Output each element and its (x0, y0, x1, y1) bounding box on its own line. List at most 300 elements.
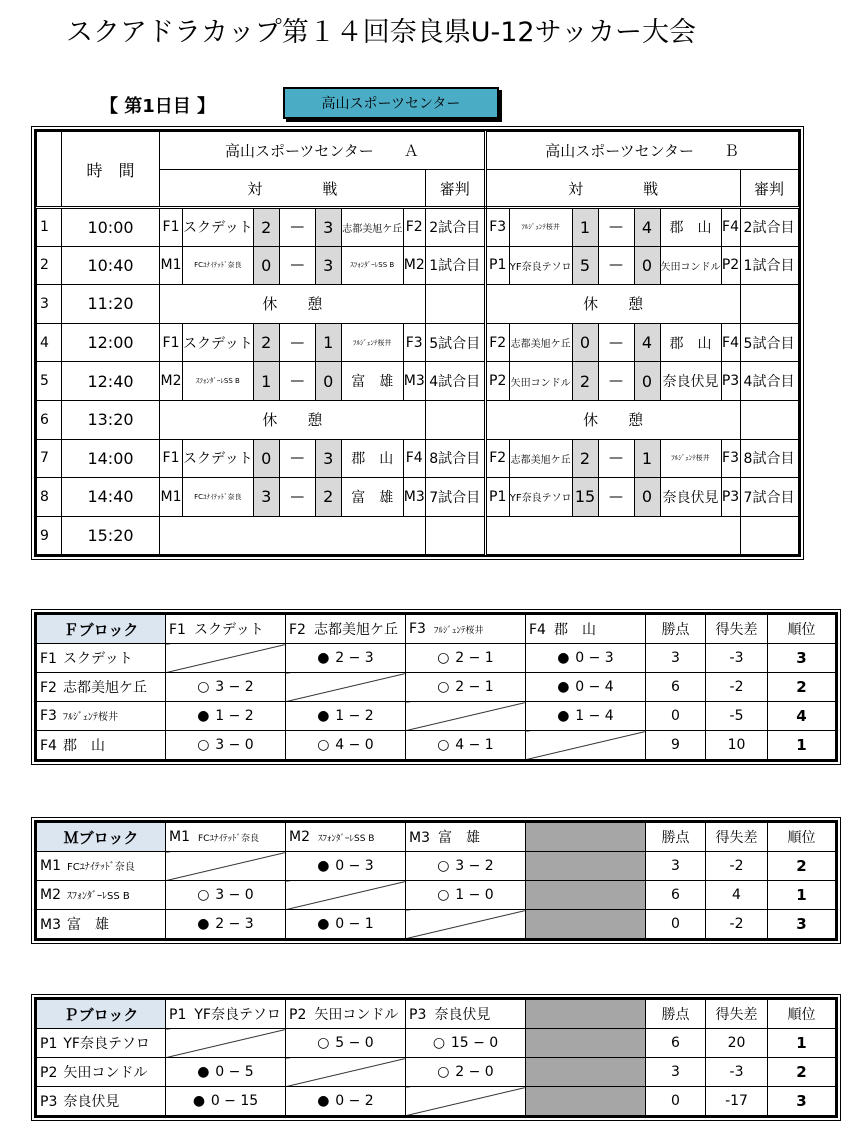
result-score: 15 − 0 (450, 1035, 499, 1051)
block-col-team (526, 615, 646, 644)
home-team: ｽﾌｫﾝﾀﾞｰﾚSS B (183, 362, 254, 401)
match-number: 8 (37, 478, 62, 517)
match-result (166, 731, 286, 760)
match-time: 13:20 (62, 400, 160, 439)
away-score: 4 (634, 208, 660, 247)
home-code: F3 (485, 208, 509, 247)
home-score: 0 (253, 439, 279, 478)
win-marker: ○ (317, 737, 330, 753)
win-marker: ○ (437, 737, 450, 753)
standing-row (37, 673, 836, 702)
unused-column (526, 1058, 646, 1087)
match-header-b: 対 戦 (485, 170, 740, 208)
points: 0 (646, 910, 706, 939)
unused-column (526, 910, 646, 939)
referee-cell (740, 285, 798, 324)
stat-header: 得失差 (706, 823, 768, 852)
row-team (37, 673, 166, 702)
break-label: 休 憩 (160, 400, 426, 439)
referee-cell (425, 516, 485, 555)
unused-column (526, 1087, 646, 1116)
team-name: 郡 山 (62, 738, 105, 754)
standing-row (37, 852, 836, 881)
rank: 1 (768, 731, 836, 760)
match-time: 14:40 (62, 478, 160, 517)
home-team: YF奈良テソロ (509, 246, 572, 285)
match-result (286, 1087, 406, 1116)
away-code: M2 (403, 246, 425, 285)
day-label: 【 第1日目 】 (100, 96, 216, 117)
home-score: 2 (253, 208, 279, 247)
match-time: 10:40 (62, 246, 160, 285)
referee-cell (425, 285, 485, 324)
result-score: 2 − 1 (455, 650, 494, 666)
match-number: 1 (37, 208, 62, 247)
score-dash: — (598, 208, 634, 247)
team-name: 志都美旭ケ丘 (62, 680, 147, 696)
away-code: P3 (721, 478, 740, 517)
rank: 2 (768, 673, 836, 702)
match-result (286, 702, 406, 731)
team-code: M3 (40, 917, 61, 933)
row-team (37, 910, 166, 939)
home-code: F2 (485, 323, 509, 362)
away-code: M3 (403, 478, 425, 517)
page-title: スクアドラカップ第１４回奈良県U-12サッカー大会 (66, 17, 697, 48)
stat-header: 勝点 (646, 615, 706, 644)
score-dash: — (598, 362, 634, 401)
loss-marker: ● (197, 916, 210, 932)
home-team: FCﾕﾅｲﾃｯﾄﾞ奈良 (183, 246, 254, 285)
result-score: 0 − 5 (215, 1064, 254, 1080)
score-dash: — (279, 208, 315, 247)
self-match-diagonal (286, 881, 406, 910)
rank: 3 (768, 1087, 836, 1116)
referee-cell: 4試合目 (740, 362, 798, 401)
stat-header: 得失差 (706, 1000, 768, 1029)
home-team: 志都美旭ケ丘 (509, 323, 572, 362)
break-label: 休 憩 (485, 285, 740, 324)
venue-label: 高山スポーツセンター (283, 87, 499, 119)
team-code: M1 (169, 829, 190, 845)
self-match-diagonal (166, 852, 286, 881)
block-col-team (286, 1000, 406, 1029)
home-code: P2 (485, 362, 509, 401)
schedule-row (37, 478, 799, 517)
home-score: 1 (572, 208, 598, 247)
points: 3 (646, 1058, 706, 1087)
schedule-table-frame (34, 129, 801, 557)
match-time: 12:00 (62, 323, 160, 362)
match-result (406, 731, 526, 760)
team-name: 富 雄 (438, 830, 480, 846)
away-score: 0 (634, 362, 660, 401)
score-dash: — (598, 439, 634, 478)
block-name: Ｐブロック (37, 1000, 166, 1029)
goal-difference: -3 (706, 1058, 768, 1087)
block-table-frame (34, 997, 838, 1118)
team-name: ｽﾌｫﾝﾀﾞｰﾚSS B (67, 891, 130, 902)
team-code: M3 (409, 830, 430, 846)
away-team: ﾌﾙｼﾞｪﾝﾃ桜井 (341, 323, 403, 362)
home-team: スクデット (183, 208, 254, 247)
referee-cell: 2試合目 (740, 208, 798, 247)
match-result (526, 702, 646, 731)
referee-header-b: 審判 (740, 170, 798, 208)
home-team: YF奈良テソロ (509, 478, 572, 517)
standing-row (37, 731, 836, 760)
no-header (37, 132, 62, 208)
self-match-diagonal (406, 1087, 526, 1116)
match-number: 9 (37, 516, 62, 555)
block-col-team (166, 1000, 286, 1029)
unused-column (526, 852, 646, 881)
team-name: 志都美旭ケ丘 (313, 622, 398, 638)
empty-match (485, 516, 740, 555)
result-score: 1 − 2 (215, 708, 254, 724)
loss-marker: ● (192, 1093, 206, 1109)
team-code: P2 (40, 1065, 58, 1081)
match-result (286, 1029, 406, 1058)
block-col-team (286, 615, 406, 644)
team-code: F2 (289, 622, 306, 638)
break-label: 休 憩 (485, 400, 740, 439)
team-name: 矢田コンドル (314, 1007, 399, 1023)
home-code: P1 (485, 246, 509, 285)
block-table (36, 822, 836, 939)
home-code: F1 (160, 323, 183, 362)
match-result (526, 673, 646, 702)
score-dash: — (279, 246, 315, 285)
away-team: 奈良伏見 (660, 478, 721, 517)
row-team (37, 852, 166, 881)
home-score: 2 (572, 362, 598, 401)
schedule-row (37, 439, 799, 478)
rank: 1 (768, 1029, 836, 1058)
team-code: M2 (289, 829, 310, 845)
referee-header-a: 審判 (425, 170, 485, 208)
referee-cell: 8試合目 (740, 439, 798, 478)
team-code: P1 (169, 1007, 187, 1023)
team-code: F1 (40, 651, 57, 667)
home-score: 0 (572, 323, 598, 362)
stat-header: 順位 (768, 1000, 836, 1029)
home-score: 2 (253, 323, 279, 362)
goal-difference: -2 (706, 852, 768, 881)
result-score: 0 − 1 (335, 916, 374, 932)
block-col-team (286, 823, 406, 852)
home-code: M2 (160, 362, 183, 401)
result-score: 1 − 4 (575, 708, 614, 724)
win-marker: ○ (197, 737, 210, 753)
block-col-team (406, 823, 526, 852)
home-team: FCﾕﾅｲﾃｯﾄﾞ奈良 (183, 478, 254, 517)
match-result (286, 910, 406, 939)
away-score: 3 (315, 439, 341, 478)
match-result (166, 1087, 286, 1116)
goal-difference: -17 (706, 1087, 768, 1116)
match-result (406, 852, 526, 881)
schedule-row (37, 323, 799, 362)
match-number: 4 (37, 323, 62, 362)
match-result (406, 644, 526, 673)
away-score: 1 (634, 439, 660, 478)
loss-marker: ● (317, 1093, 330, 1109)
match-result (406, 1058, 526, 1087)
win-marker: ○ (437, 1064, 450, 1080)
match-result (406, 881, 526, 910)
team-name: ﾌﾙｼﾞｪﾝﾃ桜井 (433, 626, 484, 636)
match-time: 15:20 (62, 516, 160, 555)
team-code: P1 (40, 1036, 58, 1052)
goal-difference: 20 (706, 1029, 768, 1058)
referee-cell: 1試合目 (740, 246, 798, 285)
score-dash: — (598, 478, 634, 517)
points: 0 (646, 1087, 706, 1116)
away-code: F3 (403, 323, 425, 362)
rank: 3 (768, 910, 836, 939)
unused-column (526, 1029, 646, 1058)
team-name: 郡 山 (553, 622, 596, 638)
match-result (406, 673, 526, 702)
away-team: ﾌﾙｼﾞｪﾝﾃ桜井 (660, 439, 721, 478)
match-result (166, 673, 286, 702)
goal-difference: 10 (706, 731, 768, 760)
result-score: 1 − 2 (335, 708, 374, 724)
match-number: 6 (37, 400, 62, 439)
goal-difference: -2 (706, 910, 768, 939)
block-table-frame (34, 612, 838, 762)
away-team: 郡 山 (660, 208, 721, 247)
result-score: 0 − 4 (575, 679, 614, 695)
away-score: 3 (315, 246, 341, 285)
referee-cell (740, 516, 798, 555)
away-score: 1 (315, 323, 341, 362)
match-time: 14:00 (62, 439, 160, 478)
referee-cell: 1試合目 (425, 246, 485, 285)
score-dash: — (279, 478, 315, 517)
row-team (37, 1087, 166, 1116)
row-team (37, 1029, 166, 1058)
match-result (286, 852, 406, 881)
court-a-header: 高山スポーツセンター Ａ (160, 132, 486, 170)
team-code: F4 (529, 622, 546, 638)
goal-difference: -3 (706, 644, 768, 673)
score-dash: — (279, 362, 315, 401)
win-marker: ○ (437, 887, 450, 903)
team-code: M1 (40, 858, 61, 874)
away-team: 矢田コンドル (660, 246, 721, 285)
score-dash: — (279, 439, 315, 478)
win-marker: ○ (437, 650, 450, 666)
referee-cell: 5試合目 (425, 323, 485, 362)
self-match-diagonal (406, 910, 526, 939)
team-name: 奈良伏見 (63, 1094, 120, 1110)
empty-match (160, 516, 426, 555)
away-code: F4 (721, 208, 740, 247)
rank: 1 (768, 881, 836, 910)
referee-cell: 8試合目 (425, 439, 485, 478)
schedule-row (37, 400, 799, 439)
result-score: 2 − 1 (455, 679, 494, 695)
home-code: M1 (160, 478, 183, 517)
home-score: 3 (253, 478, 279, 517)
result-score: 5 − 0 (335, 1035, 374, 1051)
win-marker: ○ (437, 858, 450, 874)
score-dash: — (598, 323, 634, 362)
home-team: ﾌﾙｼﾞｪﾝﾃ桜井 (509, 208, 572, 247)
home-code: F1 (160, 439, 183, 478)
team-name: YF奈良テソロ (194, 1007, 281, 1023)
rank: 3 (768, 644, 836, 673)
match-number: 5 (37, 362, 62, 401)
match-time: 10:00 (62, 208, 160, 247)
match-number: 7 (37, 439, 62, 478)
team-name: 富 雄 (67, 917, 109, 933)
team-code: F2 (40, 680, 57, 696)
away-score: 4 (634, 323, 660, 362)
result-score: 2 − 3 (335, 650, 374, 666)
team-name: ｽﾌｫﾝﾀﾞｰﾚSS B (318, 834, 375, 844)
self-match-diagonal (286, 673, 406, 702)
loss-marker: ● (197, 1064, 210, 1080)
away-code: P3 (721, 362, 740, 401)
points: 0 (646, 702, 706, 731)
break-label: 休 憩 (160, 285, 426, 324)
stat-header: 勝点 (646, 1000, 706, 1029)
home-score: 0 (253, 246, 279, 285)
referee-cell: 7試合目 (740, 478, 798, 517)
result-score: 4 − 1 (455, 737, 494, 753)
team-code: M2 (40, 887, 61, 903)
standing-row (37, 644, 836, 673)
loss-marker: ● (317, 916, 330, 932)
win-marker: ○ (432, 1035, 446, 1051)
away-code: F3 (721, 439, 740, 478)
block-table-frame (34, 820, 838, 941)
stat-header: 勝点 (646, 823, 706, 852)
team-code: P3 (409, 1007, 427, 1023)
standing-row (37, 702, 836, 731)
win-marker: ○ (197, 887, 210, 903)
win-marker: ○ (317, 1035, 330, 1051)
score-dash: — (598, 246, 634, 285)
referee-cell: 2試合目 (425, 208, 485, 247)
points: 6 (646, 673, 706, 702)
referee-cell: 7試合目 (425, 478, 485, 517)
away-team: 郡 山 (660, 323, 721, 362)
home-code: P1 (485, 478, 509, 517)
team-code: P3 (40, 1094, 58, 1110)
loss-marker: ● (557, 650, 570, 666)
standing-row (37, 881, 836, 910)
goal-difference: 4 (706, 881, 768, 910)
result-score: 0 − 2 (335, 1093, 374, 1109)
home-team: 矢田コンドル (509, 362, 572, 401)
row-team (37, 1058, 166, 1087)
result-score: 3 − 0 (215, 887, 254, 903)
match-result (166, 702, 286, 731)
block-name: Ｍブロック (37, 823, 166, 852)
match-result (406, 1029, 526, 1058)
team-code: P2 (289, 1007, 307, 1023)
points: 6 (646, 881, 706, 910)
block-col-team (406, 1000, 526, 1029)
time-header: 時 間 (62, 132, 160, 208)
away-team: 奈良伏見 (660, 362, 721, 401)
loss-marker: ● (197, 708, 210, 724)
rank: 2 (768, 852, 836, 881)
away-code: F4 (403, 439, 425, 478)
referee-cell: 4試合目 (425, 362, 485, 401)
home-score: 2 (572, 439, 598, 478)
home-code: F2 (485, 439, 509, 478)
away-code: P2 (721, 246, 740, 285)
result-score: 0 − 15 (210, 1093, 259, 1109)
points: 3 (646, 852, 706, 881)
home-code: M1 (160, 246, 183, 285)
goal-difference: -5 (706, 702, 768, 731)
result-score: 0 − 3 (335, 858, 374, 874)
points: 6 (646, 1029, 706, 1058)
block-name: Ｆブロック (37, 615, 166, 644)
referee-cell (425, 400, 485, 439)
standing-row (37, 1029, 836, 1058)
away-score: 0 (634, 246, 660, 285)
result-score: 2 − 3 (215, 916, 254, 932)
team-code: F3 (40, 708, 57, 724)
away-team: ｽﾌｫﾝﾀﾞｰﾚSS B (341, 246, 403, 285)
points: 3 (646, 644, 706, 673)
loss-marker: ● (317, 650, 330, 666)
row-team (37, 731, 166, 760)
away-team: 富 雄 (341, 478, 403, 517)
team-code: F1 (169, 622, 186, 638)
team-name: スクデット (62, 651, 133, 667)
self-match-diagonal (406, 702, 526, 731)
away-score: 0 (634, 478, 660, 517)
home-team: 志都美旭ケ丘 (509, 439, 572, 478)
schedule-table (36, 131, 799, 555)
team-name: FCﾕﾅｲﾃｯﾄﾞ奈良 (198, 834, 259, 844)
loss-marker: ● (317, 858, 330, 874)
block-col-team (166, 823, 286, 852)
match-number: 2 (37, 246, 62, 285)
score-dash: — (279, 323, 315, 362)
row-team (37, 644, 166, 673)
row-team (37, 702, 166, 731)
match-result (286, 731, 406, 760)
match-result (166, 910, 286, 939)
result-score: 3 − 2 (215, 679, 254, 695)
team-name: FCﾕﾅｲﾃｯﾄﾞ奈良 (67, 862, 135, 873)
team-code: F3 (409, 621, 426, 637)
team-name: 矢田コンドル (63, 1065, 148, 1081)
away-score: 2 (315, 478, 341, 517)
match-time: 11:20 (62, 285, 160, 324)
home-score: 15 (572, 478, 598, 517)
self-match-diagonal (286, 1058, 406, 1087)
rank: 2 (768, 1058, 836, 1087)
unused-column (526, 823, 646, 852)
win-marker: ○ (437, 679, 450, 695)
result-score: 3 − 0 (215, 737, 254, 753)
team-code: F4 (40, 738, 57, 754)
win-marker: ○ (197, 679, 210, 695)
schedule-row (37, 246, 799, 285)
unused-column (526, 881, 646, 910)
unused-column (526, 1000, 646, 1029)
